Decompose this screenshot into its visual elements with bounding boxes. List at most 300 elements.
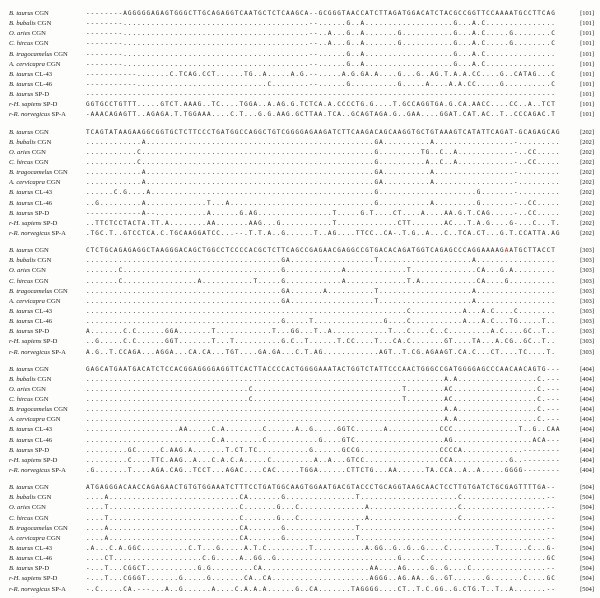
- position-number: [504]: [580, 545, 594, 553]
- species-label: [9, 188, 86, 198]
- species-label: [9, 534, 86, 544]
- alignment-row: [9, 70, 596, 80]
- alignment-row: [9, 128, 596, 138]
- alignment-row: [9, 348, 596, 358]
- sequence-text: .........GC.....C.AAG.A.......T.CT.TC...........G......GCCG.................CCCCA.............--------: [86, 446, 561, 454]
- species-name: B. taurus: [9, 199, 34, 207]
- species-name: O. aries: [9, 267, 31, 275]
- species-name: B. taurus: [9, 70, 34, 78]
- species-label: [9, 436, 86, 446]
- sequence-text: -AAACAGAGTT..AGAGA.T.TGGAAA....C.T...G.G.AAG.GCTTAA.TCA..GCAGTAGA.G..GAA....GGAT.CAT.AC..T..CCCAGAC.T: [86, 111, 556, 119]
- alignment-row: [9, 585, 596, 595]
- alignment-row: [9, 29, 596, 39]
- sequence-text: --------........................................--..A...G..A.......G...........G...A.C.....G........C: [86, 40, 556, 48]
- species-name: A. cervicapra: [9, 60, 45, 68]
- position-number: [202]: [580, 219, 594, 227]
- sequence-text: ...................................C................................T........AC..................C.---: [86, 396, 561, 404]
- alignment-row: [9, 534, 596, 544]
- alignment-row: [9, 395, 596, 405]
- position-number: [404]: [580, 385, 594, 393]
- species-label: [9, 493, 86, 503]
- gene-suffix: CGN: [37, 257, 52, 265]
- sequence-text: .....................................................................C...........A...A.C....C........: [86, 307, 556, 315]
- gene-suffix: CGN: [46, 60, 61, 68]
- species-label: [9, 415, 86, 425]
- sequence-text: GGTGCCTGTTT.....GTCT.AAAG..TC....TGGA..A.AG.G.TCTCA.A.CCCCTG.G....T.GCCAGGTGA.G.CA.AACC....CC..A..TCT: [86, 101, 556, 109]
- gene-suffix: CL-43: [34, 189, 53, 197]
- species-name: C. hircus: [9, 514, 33, 522]
- species-name: B. taurus: [9, 91, 34, 99]
- sequence-text: ..G.........A.............T...A...............................G...........A.........G.......-..CC.....: [86, 199, 561, 207]
- species-label: [9, 138, 86, 148]
- alignment-row: [9, 564, 596, 574]
- alignment-row: [9, 39, 596, 49]
- species-label: [9, 70, 86, 80]
- species-name: B. bubalis: [9, 494, 36, 502]
- species-label: [9, 395, 86, 405]
- position-number: [202]: [580, 189, 594, 197]
- sequence-text: A.G..T.CCAGA...AGGA...CA.CA...TGT....GA.GA...C.T.AG............AGT..T.CG.AGAAGT.CA.C...CT....TC....T.: [86, 348, 556, 356]
- gene-suffix: SP-D: [34, 91, 50, 99]
- sequence-text: ..........................................GA..................T....................A.................: [86, 297, 556, 305]
- species-name: B. taurus: [9, 209, 34, 217]
- species-name: C. hircus: [9, 158, 33, 166]
- position-number: [504]: [580, 524, 594, 532]
- species-name: B. taurus: [9, 10, 34, 17]
- species-label: [9, 317, 86, 327]
- species-label: [9, 564, 86, 574]
- sequence-text: -----------............................C........--......G..........G.....A....A.A.CC.....G..........C: [86, 80, 556, 88]
- species-name: r-H. sapiens: [9, 219, 42, 227]
- sequence-text: ....................AA.....C.A........C......A..G.....GGTC......A...........CCC..............T..G..CAA: [86, 426, 561, 434]
- alignment-row: [9, 19, 596, 29]
- species-label: [9, 483, 86, 493]
- alignment-row: [9, 503, 596, 513]
- species-label: [9, 199, 86, 209]
- sequence-text: .......C..................................G............A.............T..............CA...G.A.........: [86, 267, 556, 275]
- gene-suffix: CGN: [53, 50, 68, 58]
- position-number: [504]: [580, 565, 594, 573]
- species-label: [9, 466, 86, 476]
- species-name: B. taurus: [9, 436, 34, 444]
- gene-suffix: CGN: [34, 247, 49, 255]
- alignment-row: [9, 405, 596, 415]
- position-number: [404]: [580, 456, 594, 464]
- species-label: [9, 524, 86, 534]
- position-number: [303]: [580, 307, 594, 315]
- species-name: C. hircus: [9, 40, 33, 48]
- sequence-text: .............................................................................A.A.................C.---: [86, 375, 561, 383]
- species-label: [9, 50, 86, 60]
- species-label: [9, 503, 86, 513]
- species-name: A. cervicapra: [9, 179, 45, 187]
- sequence-text: .TGC.T..GTCCTCA.C.TGCAAGGATCC...--.T.T.A..G......T..AG....TTCC..CA-.T.G..A...C..TCA.CT...G.T.CCATTA.AG: [86, 229, 561, 237]
- position-number: [303]: [580, 247, 594, 255]
- species-label: [9, 327, 86, 337]
- alignment-block: [9, 9, 596, 121]
- alignment-row: [9, 436, 596, 446]
- gene-suffix: CL-46: [34, 555, 53, 563]
- species-name: r-R. norvegicus: [9, 467, 50, 475]
- species-label: [9, 348, 86, 358]
- gene-suffix: CGN: [34, 158, 49, 166]
- alignment-row: [9, 256, 596, 266]
- species-name: C. hircus: [9, 396, 33, 404]
- species-name: B. taurus: [9, 189, 34, 197]
- sequence-text: .............................................................................A.A.................C.---: [86, 416, 561, 424]
- position-number: [504]: [580, 575, 594, 583]
- position-number: [404]: [580, 446, 594, 454]
- position-number: [101]: [580, 10, 594, 17]
- sequence-text: ......C.G....A................................................G.....................G.......-.........: [86, 189, 561, 197]
- species-name: B. bubalis: [9, 138, 36, 146]
- species-label: [9, 128, 86, 138]
- gene-suffix: SP-A: [51, 467, 66, 475]
- species-label: [9, 297, 86, 307]
- sequence-text: ..G.....C.C......GGT.......T...T..........G.C..T......T.CC....T...CA.C.......GT....TA...A.CG..GC..T..: [86, 338, 556, 346]
- sequence-text: .............................................................................A.A.................C.---: [86, 406, 561, 414]
- gene-suffix: CGN: [37, 20, 52, 28]
- sequence-text: A.......C.C......GGA.......T............T...GG...T..A............T...C....C..C.........A.C....GC..T..: [86, 328, 556, 336]
- position-number: [202]: [580, 148, 594, 156]
- species-name: B. taurus: [9, 307, 34, 315]
- alignment-row: [9, 365, 596, 375]
- position-number: [101]: [580, 30, 594, 38]
- alignment-row: [9, 60, 596, 70]
- alignment-row: [9, 266, 596, 276]
- gene-suffix: SP-A: [51, 111, 66, 119]
- species-name: B. taurus: [9, 555, 34, 563]
- gene-suffix: SP-A: [51, 348, 66, 356]
- alignment-block: [9, 365, 596, 477]
- species-label: [9, 178, 86, 188]
- position-number: [303]: [580, 338, 594, 346]
- alignment-row: [9, 246, 596, 256]
- position-number: [101]: [580, 80, 594, 88]
- gene-suffix: CGN: [34, 10, 49, 17]
- gene-suffix: SP-A: [51, 585, 66, 593]
- position-number: [303]: [580, 318, 594, 326]
- species-label: [9, 405, 86, 415]
- gene-suffix: CL-43: [34, 307, 53, 315]
- species-label: [9, 209, 86, 219]
- sequence-text: -----------.......C.TCAG.CCT......TG..A.....A.G.--.....A.G.GA.A....G...G..AG.T.A.A.CC....G..CATAG...C: [86, 70, 556, 78]
- species-label: [9, 365, 86, 375]
- species-name: r-H. sapiens: [9, 101, 42, 109]
- gene-suffix: CGN: [53, 524, 68, 532]
- position-number: [404]: [580, 416, 594, 424]
- alignment-row: [9, 514, 596, 524]
- species-name: B. taurus: [9, 484, 34, 492]
- species-name: B. tragocamelus: [9, 406, 53, 414]
- species-label: [9, 229, 86, 239]
- alignment-row: [9, 50, 596, 60]
- gene-suffix: SP-D: [34, 328, 50, 336]
- species-name: B. taurus: [9, 426, 34, 434]
- species-label: [9, 148, 86, 158]
- alignment-row: [9, 188, 596, 198]
- sequence-text: --------........................................--..A...G..A.......G...........G...A.C.....G........C: [86, 30, 556, 38]
- alignment-row: [9, 337, 596, 347]
- alignment-blocks: [9, 9, 596, 595]
- species-label: [9, 375, 86, 385]
- species-name: r-H. sapiens: [9, 456, 42, 464]
- species-name: O. aries: [9, 148, 31, 156]
- gene-suffix: CGN: [34, 396, 49, 404]
- species-name: B. bubalis: [9, 20, 36, 28]
- gene-suffix: CGN: [31, 504, 46, 512]
- gene-suffix: SP-D: [43, 101, 58, 109]
- alignment-row: [9, 229, 596, 239]
- species-label: [9, 514, 86, 524]
- alignment-row: [9, 307, 596, 317]
- species-label: [9, 425, 86, 435]
- gene-suffix: SP-D: [34, 209, 50, 217]
- alignment-row: [9, 425, 596, 435]
- gene-suffix: CL-43: [34, 426, 53, 434]
- gene-suffix: CGN: [31, 148, 46, 156]
- gene-suffix: CGN: [53, 169, 68, 177]
- alignment-row: [9, 483, 596, 493]
- species-name: B. taurus: [9, 446, 34, 454]
- gene-suffix: CL-46: [34, 80, 53, 88]
- species-name: A. cervicapra: [9, 416, 45, 424]
- alignment-row: [9, 375, 596, 385]
- species-name: B. taurus: [9, 365, 34, 373]
- position-number: [101]: [580, 101, 594, 109]
- gene-suffix: CL-46: [34, 199, 53, 207]
- species-label: [9, 307, 86, 317]
- position-number: [202]: [580, 229, 594, 237]
- alignment-row: [9, 415, 596, 425]
- sequence-text: ...........C..................................................G.........TG..C..A............-..CC.....: [86, 148, 561, 156]
- species-label: [9, 287, 86, 297]
- alignment-row: [9, 544, 596, 554]
- position-number: [101]: [580, 60, 594, 68]
- species-label: [9, 385, 86, 395]
- gene-suffix: CGN: [34, 365, 49, 373]
- position-number: [404]: [580, 396, 594, 404]
- gene-suffix: CGN: [34, 484, 49, 492]
- sequence-text: --------........................................--......G..A...................G...A.C...............: [86, 60, 556, 68]
- species-name: O. aries: [9, 504, 31, 512]
- position-number: [303]: [580, 277, 594, 285]
- gene-suffix: SP-D: [43, 575, 58, 583]
- species-name: r-R. norvegicus: [9, 229, 50, 237]
- species-label: [9, 100, 86, 110]
- species-name: B. taurus: [9, 80, 34, 88]
- sequence-text: ............A.................................................GA..........A.................-.........: [86, 169, 561, 177]
- species-name: B. bubalis: [9, 257, 36, 265]
- position-number: [101]: [580, 111, 594, 119]
- species-label: [9, 337, 86, 347]
- position-number: [504]: [580, 585, 594, 593]
- sequence-text: ...........C..................................................G..........A..C..A............-..CC.....: [86, 158, 561, 166]
- alignment-row: [9, 168, 596, 178]
- alignment-row: [9, 456, 596, 466]
- gene-suffix: CGN: [46, 416, 61, 424]
- species-name: O. aries: [9, 30, 31, 38]
- sequence-text: ...........................C.A........C...........G....GTC...................AG.................ACA---: [86, 436, 561, 444]
- species-name: B. taurus: [9, 565, 34, 573]
- gene-suffix: CGN: [53, 406, 68, 414]
- species-name: B. tragocamelus: [9, 287, 53, 295]
- sequence-text: ....A............................CA.......G...............T........................................--: [86, 534, 556, 542]
- position-number: [404]: [580, 406, 594, 414]
- species-label: [9, 585, 86, 595]
- species-name: B. taurus: [9, 247, 34, 255]
- position-number: [303]: [580, 267, 594, 275]
- gene-suffix: SP-D: [34, 446, 50, 454]
- alignment-row: [9, 178, 596, 188]
- alignment-row: [9, 158, 596, 168]
- gene-suffix: CGN: [37, 138, 52, 146]
- sequence-text: TCAGTATAAGAAGGCGGTGCTCTTCCCTGATGGCCAGGCTGTCGGGGAGAAGATCTTCAAGACAGCAAGGTGCTGTAAAGTCATATTCAGAT-GCAGAGCAG: [86, 128, 561, 136]
- species-label: [9, 39, 86, 49]
- species-name: B. taurus: [9, 318, 34, 326]
- position-number: [404]: [580, 365, 594, 373]
- position-number: [404]: [580, 436, 594, 444]
- position-number: [404]: [580, 467, 594, 475]
- gene-suffix: CL-46: [34, 436, 53, 444]
- position-number: [504]: [580, 514, 594, 522]
- gene-suffix: SP-A: [51, 229, 66, 237]
- species-label: [9, 266, 86, 276]
- species-label: [9, 19, 86, 29]
- sequence-text: ...................................C................................T........AC..................C.---: [86, 385, 561, 393]
- sequence-text: -.C.....CA.---...A..G......A....C.A.A.A......G..CA.......TAGGGG....CT..T.C.GG..G.CTG.T..T..A.......--: [86, 585, 556, 593]
- species-label: [9, 574, 86, 584]
- species-name: r-H. sapiens: [9, 575, 42, 583]
- sequence-text: .G.......T....AGA.CAG..TCCT...AGAC....CAC.....TGGA......CTTCTG...AA......TA.CCA..A..A.....GGGG--------: [86, 467, 561, 475]
- sequence-text: ....A............................CA.......G...............T........................................--: [86, 524, 556, 532]
- species-label: [9, 168, 86, 178]
- sequence-text: .......C................A...........T.....G............A.............T.A............CA....G..........: [86, 277, 556, 285]
- gene-suffix: CGN: [46, 179, 61, 187]
- alignment-row: [9, 277, 596, 287]
- sequence-text: ............A.................................................GA..........A.................-.........: [86, 179, 561, 187]
- position-number: [202]: [580, 169, 594, 177]
- species-label: [9, 544, 86, 554]
- species-label: [9, 9, 86, 19]
- alignment-row: [9, 9, 596, 19]
- alignment-row: [9, 138, 596, 148]
- species-name: B. taurus: [9, 545, 34, 553]
- position-number: [504]: [580, 534, 594, 542]
- alignment-row: [9, 297, 596, 307]
- species-label: [9, 80, 86, 90]
- alignment-row: [9, 110, 596, 120]
- alignment-block: [9, 246, 596, 358]
- gene-suffix: CGN: [46, 297, 61, 305]
- species-name: C. hircus: [9, 277, 33, 285]
- alignment-row: [9, 493, 596, 503]
- gene-suffix: SP-D: [43, 456, 58, 464]
- species-name: r-H. sapiens: [9, 338, 42, 346]
- species-label: [9, 277, 86, 287]
- gene-suffix: CGN: [31, 30, 46, 38]
- position-number: [504]: [580, 494, 594, 502]
- alignment-row: [9, 554, 596, 564]
- position-number: [202]: [580, 138, 594, 146]
- alignment-block: [9, 483, 596, 595]
- highlighted-nucleotide: A: [504, 247, 510, 255]
- position-number: [202]: [580, 209, 594, 217]
- alignment-row: [9, 385, 596, 395]
- gene-suffix: CGN: [37, 494, 52, 502]
- position-number: [303]: [580, 348, 594, 356]
- position-number: [303]: [580, 328, 594, 336]
- sequence-text: --------........................................--......G..A...................G...A.C...............: [86, 20, 556, 28]
- alignment-row: [9, 574, 596, 584]
- sequence-text: -...T...CGGCT...........G.G.........CA.......................AA....AG.....G..G....C................--: [86, 565, 556, 573]
- species-label: [9, 29, 86, 39]
- sequence-text: --------........................................--......G..A...................G...A.C...............: [86, 50, 556, 58]
- sequence-text: -----------------------------------------------------------------------------------------------------: [86, 91, 556, 99]
- species-label: [9, 256, 86, 266]
- gene-suffix: CGN: [31, 385, 46, 393]
- position-number: [202]: [580, 199, 594, 207]
- sequence-text: ..........................................G.....T...............G....C...........A...A.C...TG.....T..: [86, 318, 556, 326]
- gene-suffix: CL-43: [34, 70, 53, 78]
- sequence-text: ....T............................C.......G...C..............A...................C..................--: [86, 514, 556, 522]
- gene-suffix: CGN: [34, 40, 49, 48]
- alignment-row: [9, 209, 596, 219]
- alignment-row: [9, 219, 596, 229]
- species-label: [9, 110, 86, 120]
- position-number: [202]: [580, 128, 594, 136]
- alignment-row: [9, 317, 596, 327]
- gene-suffix: CGN: [53, 287, 68, 295]
- species-label: [9, 554, 86, 564]
- alignment-row: [9, 148, 596, 158]
- species-label: [9, 246, 86, 256]
- gene-suffix: SP-D: [34, 565, 50, 573]
- species-name: B. tragocamelus: [9, 169, 53, 177]
- alignment-row: [9, 90, 596, 100]
- gene-suffix: SP-D: [43, 338, 58, 346]
- sequence-text: ....CT...................C.G.....A..GG..G..........................G....C..........................GC: [86, 555, 556, 563]
- position-number: [202]: [580, 179, 594, 187]
- species-label: [9, 219, 86, 229]
- sequence-text: ....T............................C.......G...C..............A...................C..................--: [86, 504, 556, 512]
- gene-suffix: CGN: [34, 128, 49, 136]
- sequence-text: ------------A--...........A......G.AG................T.....G.T....CT....A....AA.G.T.CAG.....-..CC.....: [86, 209, 561, 217]
- sequence-text: ..........................................GA.......A..........T....................A.................: [86, 287, 556, 295]
- alignment-row: [9, 287, 596, 297]
- gene-suffix: CGN: [34, 514, 49, 522]
- species-label: [9, 158, 86, 168]
- position-number: [101]: [580, 20, 594, 28]
- species-name: r-R. norvegicus: [9, 111, 50, 119]
- gene-suffix: CL-46: [34, 318, 53, 326]
- sequence-text: GAGCATGAATGACATCTCCACGGAGGGGAGGTTCACTTACCCCACTGGGGAAATACTGGTCTATTCCCAACTGGGCCGATGGGGAGCCCAACAACAGTG---: [86, 365, 561, 373]
- species-name: A. cervicapra: [9, 297, 45, 305]
- position-number: [101]: [580, 50, 594, 58]
- alignment-row: [9, 524, 596, 534]
- position-number: [303]: [580, 297, 594, 305]
- sequence-text: .A...C.A.GGC..........C.T...G.....A.T.C.........T...........A.GG..G..G..G....C..........T......C...G-: [86, 545, 556, 553]
- species-name: B. taurus: [9, 328, 34, 336]
- species-name: A. cervicapra: [9, 534, 45, 542]
- gene-suffix: CGN: [46, 534, 61, 542]
- sequence-text: CTCTGCAGAGAGGCTAAGGGACAGCTGGCCTCCCCACGCTCTTCAGCCGAGAACGAGGCCGTGACACAGATGGTCAGAGCCCAGGAAAAGAATGCTTACCT: [86, 247, 556, 255]
- alignment-block: [9, 128, 596, 240]
- alignment-row: [9, 466, 596, 476]
- species-label: [9, 456, 86, 466]
- species-label: [9, 446, 86, 456]
- sequence-text: -...T...CGGGT.......G.....G.......CA..CA.....................AGGG..AG.AA..G..GT.......G.......C....GC: [86, 575, 556, 583]
